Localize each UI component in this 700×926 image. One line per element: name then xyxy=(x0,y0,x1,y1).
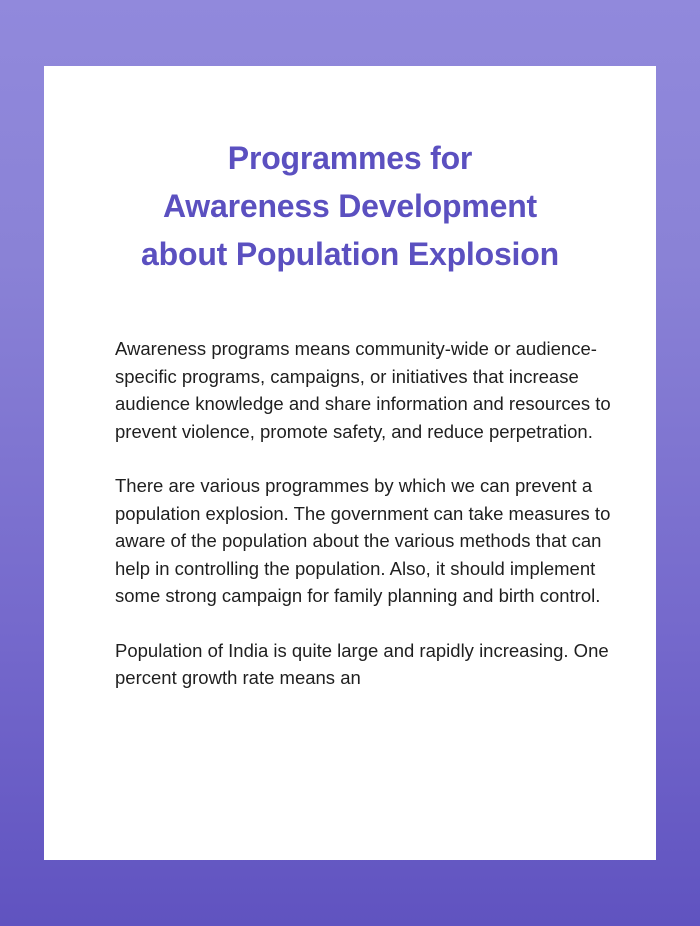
body-paragraph-3: Population of India is quite large and rapidly increasing. One percent growth rate means an xyxy=(115,639,609,688)
page-title xyxy=(64,134,636,278)
page-title-line-1: Programmes for xyxy=(227,140,473,176)
body-paragraph-2: There are various programmes by which we can prevent a population explosion. The government can take measures to aware of the population about the various methods that can help in controlling the population. Also, it should implement some strong campaign for family planning and birth control. xyxy=(115,475,611,606)
page-title-line-3: about Population Explosion xyxy=(141,236,559,272)
page-title-line-2: Awareness Development xyxy=(162,188,538,224)
body-text-block xyxy=(115,335,615,692)
body-paragraph-1: Awareness programs means community-wide or audience- specific programs, campaigns, or initiatives that increase audience knowledge and share information and resources to prevent violence, promote safety, and reduce perpetration. xyxy=(115,338,611,442)
card-inner xyxy=(44,66,656,860)
content-card xyxy=(44,66,656,860)
